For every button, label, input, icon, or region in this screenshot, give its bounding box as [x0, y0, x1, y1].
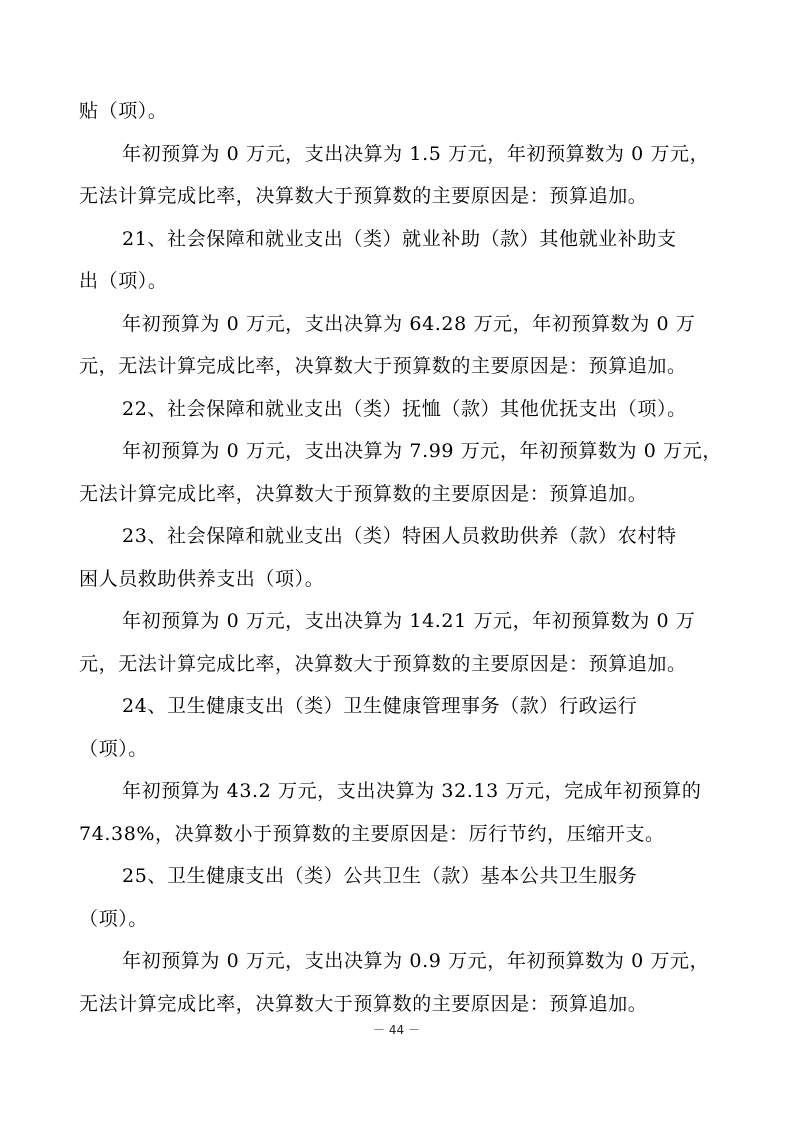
- paragraph-line: 年初预算为 43.2 万元，支出决算为 32.13 万元，完成年初预算的: [122, 780, 702, 802]
- paragraph-line: 困人员救助供养支出（项）。: [79, 568, 325, 590]
- paragraph-line: （项）。: [79, 738, 148, 760]
- paragraph-line: 24、卫生健康支出（类）卫生健康管理事务（款）行政运行: [122, 695, 638, 717]
- paragraph-line: 年初预算为 0 万元，支出决算为 14.21 万元，年初预算数为 0 万: [122, 610, 696, 632]
- paragraph-line: 无法计算完成比率，决算数大于预算数的主要原因是：预算追加。: [79, 483, 648, 505]
- paragraph-line: 无法计算完成比率，决算数大于预算数的主要原因是：预算追加。: [79, 993, 648, 1015]
- page-number: － 44 －: [373, 1023, 420, 1037]
- paragraph-line: 25、卫生健康支出（类）公共卫生（款）基本公共卫生服务: [122, 865, 638, 887]
- paragraph-line: 年初预算为 0 万元，支出决算为 1.5 万元，年初预算数为 0 万元，: [122, 143, 710, 165]
- paragraph-line: （项）。: [79, 908, 148, 930]
- paragraph-line: 年初预算为 0 万元，支出决算为 0.9 万元，年初预算数为 0 万元，: [122, 950, 710, 972]
- paragraph-line: 无法计算完成比率，决算数大于预算数的主要原因是：预算追加。: [79, 185, 648, 207]
- paragraph-line: 74.38%，决算数小于预算数的主要原因是：厉行节约，压缩开支。: [79, 823, 665, 845]
- paragraph-line: 23、社会保障和就业支出（类）特困人员救助供养（款）农村特: [122, 525, 677, 547]
- paragraph-line: 元，无法计算完成比率，决算数大于预算数的主要原因是：预算追加。: [79, 355, 687, 377]
- paragraph-line: 21、社会保障和就业支出（类）就业补助（款）其他就业补助支: [122, 228, 677, 250]
- paragraph-line: 年初预算为 0 万元，支出决算为 64.28 万元，年初预算数为 0 万: [122, 313, 696, 335]
- paragraph-line: 22、社会保障和就业支出（类）抚恤（款）其他优抚支出（项）。: [122, 398, 687, 420]
- paragraph-line: 贴（项）。: [79, 100, 168, 122]
- paragraph-line: 元，无法计算完成比率，决算数大于预算数的主要原因是：预算追加。: [79, 653, 687, 675]
- paragraph-line: 出（项）。: [79, 270, 168, 292]
- paragraph-line: 年初预算为 0 万元，支出决算为 7.99 万元，年初预算数为 0 万元，: [122, 440, 722, 462]
